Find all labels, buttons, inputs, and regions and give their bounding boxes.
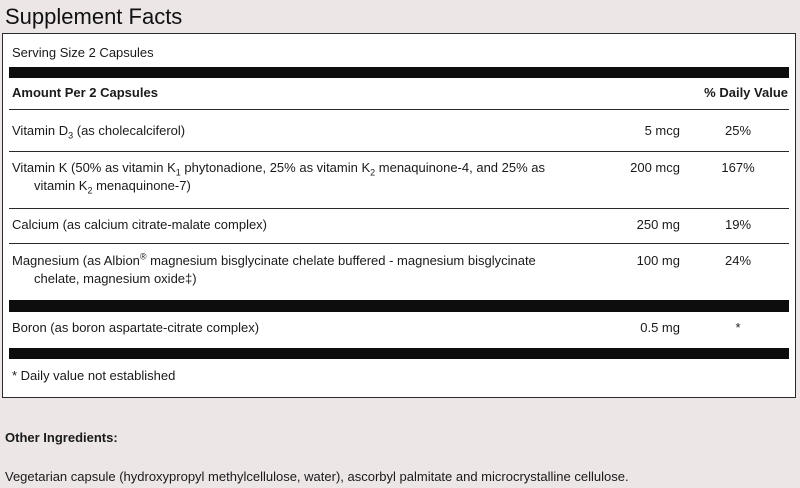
nutrient-name: Calcium (as calcium citrate-malate complex) [12, 217, 268, 232]
nutrient-daily-value: 19% [724, 217, 752, 232]
nutrient-amount: 250 mg [636, 217, 680, 232]
nutrient-daily-value: 25% [724, 123, 752, 138]
nutrient-name: Vitamin $D_3$ (as cholecalciferol) [12, 123, 186, 141]
other-ingredients-label: Other Ingredients: [5, 430, 118, 445]
row-divider [9, 151, 789, 152]
serving-size: Serving Size 2 Capsules [12, 45, 154, 60]
nutrient-daily-value: 167% [721, 160, 755, 175]
nutrient-amount: 100 mg [636, 253, 680, 268]
other-ingredients-text: Vegetarian capsule (hydroxypropyl methylcellulose, water), ascorbyl palmitate and microcrystalline cellulose. [5, 469, 629, 484]
thick-divider [9, 300, 789, 312]
daily-value-footnote: * Daily value not established [12, 368, 176, 383]
nutrient-name: Vitamin K (50% as vitamin $K_1$ phytonadione, 25% as vitamin $K_2$ menaquinone-4, and 25% as vitamin $K_2$ menaquinone-7) [12, 160, 546, 196]
nutrient-daily-value: 24% [724, 253, 752, 268]
row-divider [9, 208, 789, 209]
nutrient-amount: 5 mcg [644, 123, 680, 138]
thick-divider [9, 348, 789, 359]
thick-divider [9, 67, 789, 78]
row-divider [9, 243, 789, 244]
nutrient-name: Magnesium (as Albion® magnesium bisglycinate chelate buffered - magnesium bisglycinate chelate, magnesium oxide‡) [12, 251, 536, 286]
supplement-facts-title: Supplement Facts [5, 4, 183, 29]
daily-value-header: % Daily Value [704, 85, 788, 100]
supplement-facts-panel [2, 33, 796, 398]
nutrient-amount: 0.5 mg [640, 320, 680, 335]
nutrient-amount: 200 mcg [630, 160, 680, 175]
row-divider [9, 109, 789, 110]
nutrient-daily-value: * [735, 320, 741, 335]
nutrient-name: Boron (as boron aspartate-citrate complex) [12, 320, 260, 335]
amount-header: Amount Per 2 Capsules [12, 85, 158, 100]
